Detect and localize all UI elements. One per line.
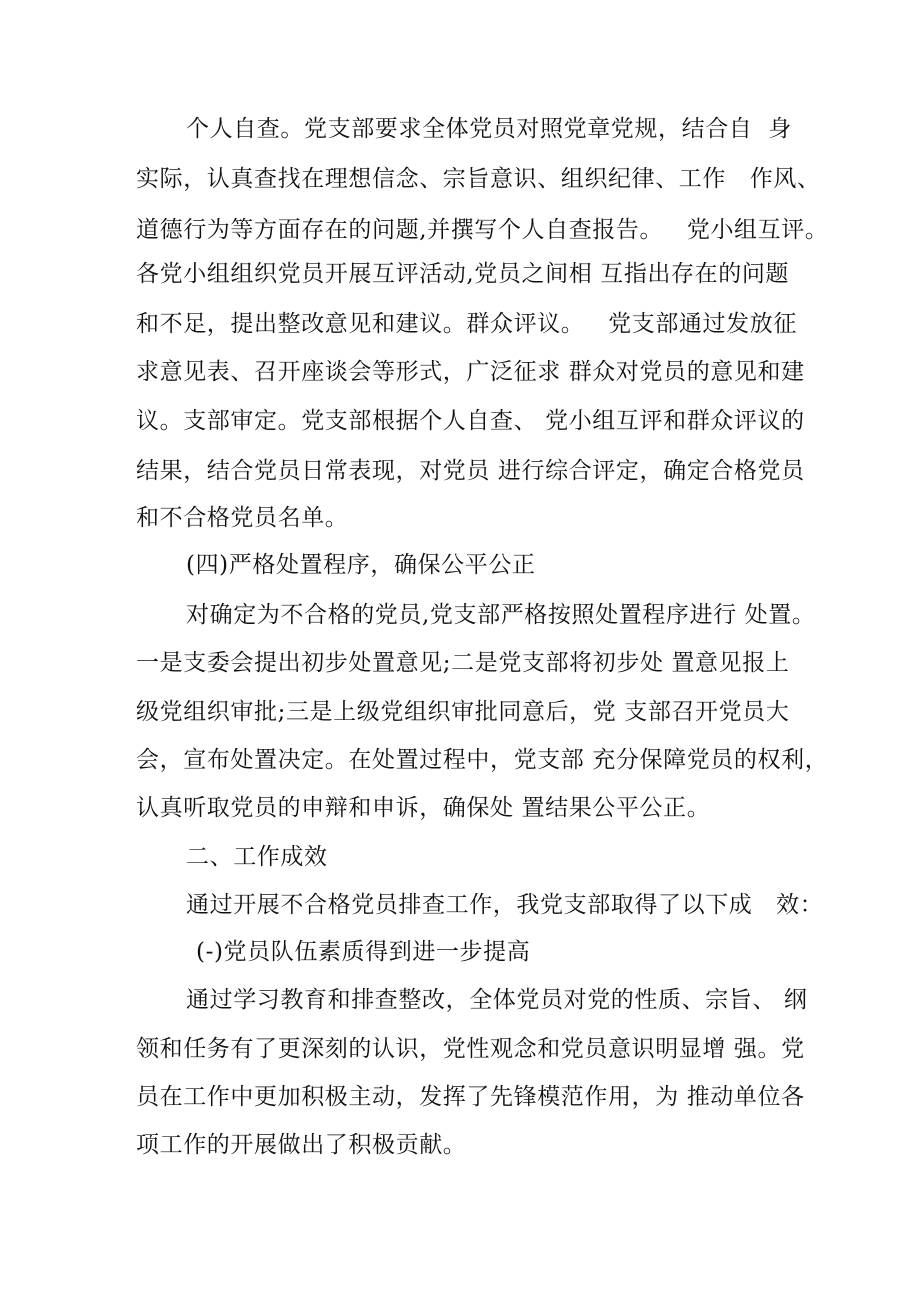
text-line-13: 级党组织审批;三是上级党组织审批同意后，党 支部召开党员大: [136, 699, 790, 725]
text-line-17: 通过开展不合格党员排查工作，我党支部取得了以下成 效：: [186, 892, 824, 918]
text-line-1: 个人自查。党支部要求全体党员对照党章党规，结合自 身: [186, 116, 792, 142]
text-line-3: 道德行为等方面存在的问题,并撰写个人自查报告。 党小组互评。: [136, 217, 829, 243]
text-line-9: 和不合格党员名单。: [136, 505, 349, 531]
text-line-8: 结果，结合党员日常表现，对党员 进行综合评定，确定合格党员: [136, 458, 805, 484]
text-line-4: 各党小组组织党员开展互评活动,党员之间相 互指出存在的问题: [136, 261, 790, 287]
text-line-14: 会，宣布处置决定。在处置过程中，党支部 充分保障党员的权利，: [136, 747, 829, 773]
text-line-7: 议。支部审定。党支部根据个人自查、 党小组互评和群众评议的: [136, 408, 805, 434]
text-line-2: 实际，认真查找在理想信念、宗旨意识、组织纪律、工作 作风、: [136, 166, 821, 192]
section-heading-4: (四)严格处置程序，确保公平公正: [186, 552, 536, 578]
text-line-12: 一是支委会提出初步处置意见;二是党支部将初步处 置意见报上: [136, 650, 790, 676]
text-line-22: 项工作的开展做出了积极贡献。: [136, 1132, 467, 1158]
text-line-21: 员在工作中更加积极主动，发挥了先锋模范作用，为 推动单位各: [136, 1084, 805, 1110]
text-line-19: 通过学习教育和排查整改，全体党员对党的性质、宗旨、 纲: [186, 987, 808, 1013]
chapter-heading-2: 二、工作成效: [186, 844, 328, 870]
section-heading-1: (-)党员队伍素质得到进一步提高: [196, 939, 531, 965]
text-line-6: 求意见表、召开座谈会等形式，广泛征求 群众对党员的意见和建: [136, 359, 805, 385]
text-line-15: 认真听取党员的申辩和申诉，确保处 置结果公平公正。: [136, 795, 711, 821]
text-line-20: 领和任务有了更深刻的认识，党性观念和党员意识明显增 强。党: [136, 1036, 805, 1062]
text-line-11: 对确定为不合格的党员,党支部严格按照处置程序进行 处置。: [186, 602, 816, 628]
text-line-5: 和不足，提出整改意见和建议。群众评议。 党支部通过发放征: [136, 311, 797, 337]
